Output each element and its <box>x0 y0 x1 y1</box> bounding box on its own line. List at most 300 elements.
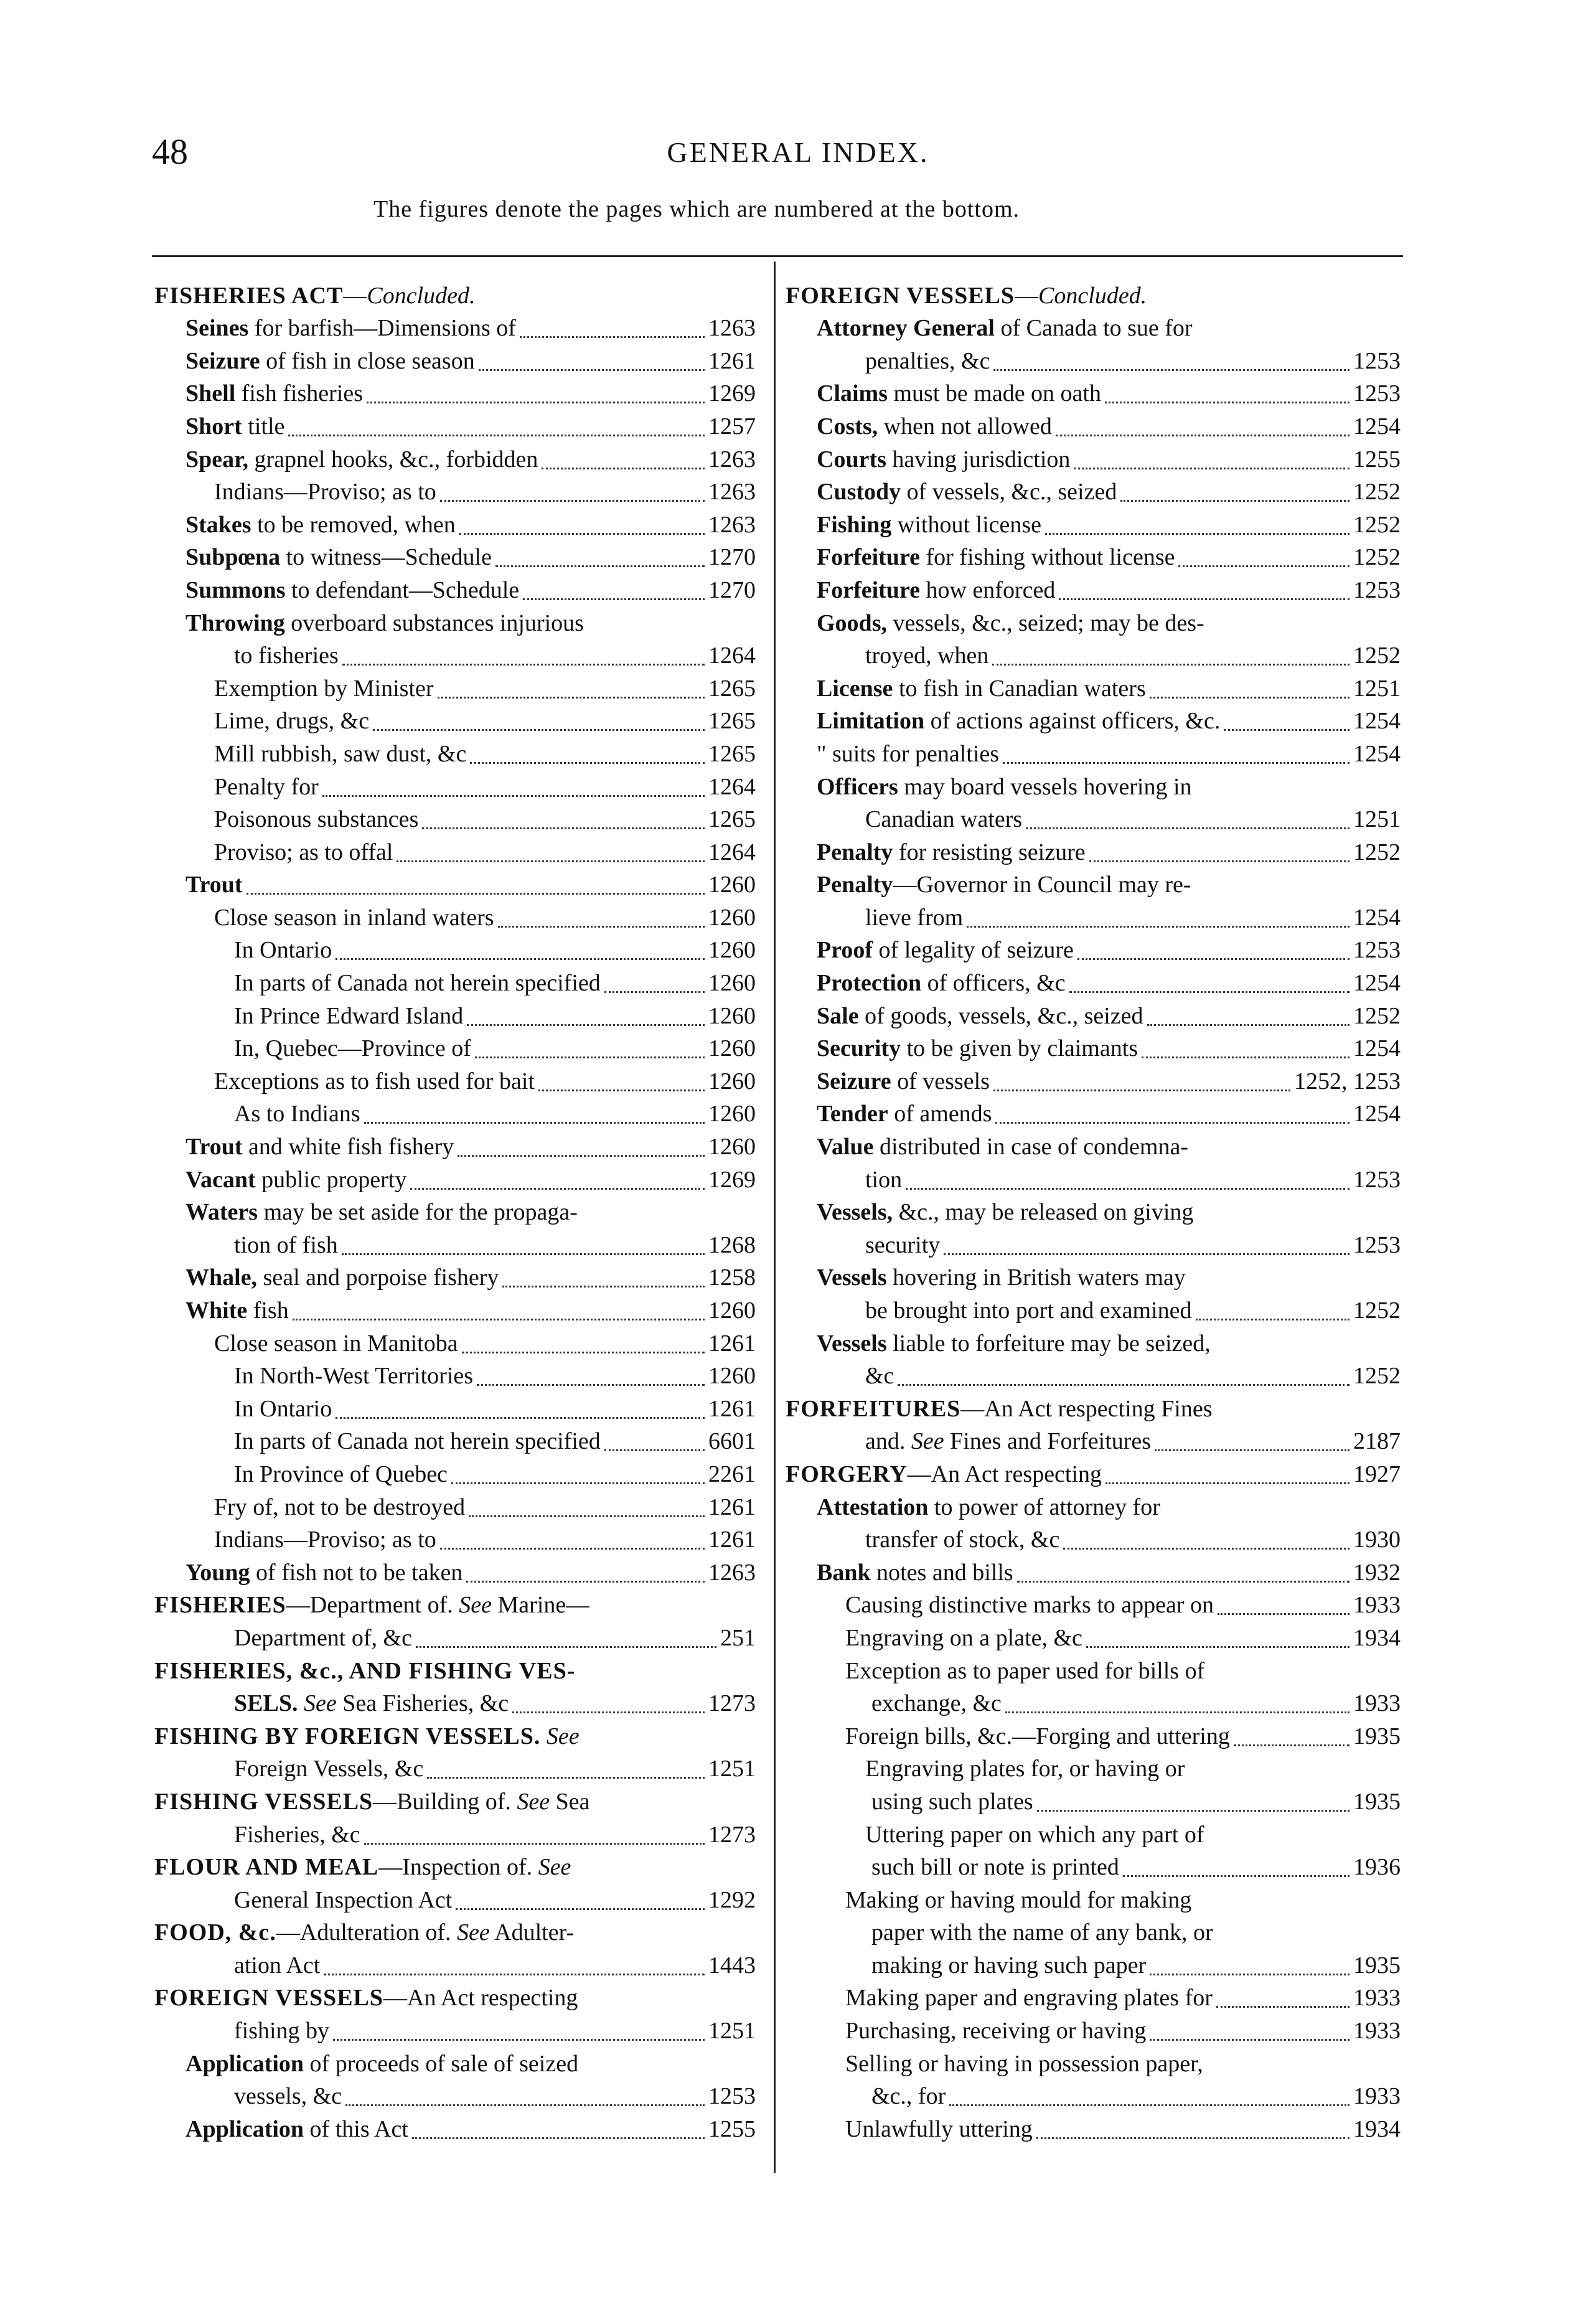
index-entry-page: 1265 <box>708 708 756 735</box>
index-entry <box>786 1392 1401 1425</box>
index-entry-description: Engraving on a plate, &c <box>845 1624 1082 1651</box>
dot-leader <box>470 762 705 764</box>
index-entry <box>154 377 756 410</box>
index-entry <box>154 1261 756 1294</box>
dot-leader <box>288 435 705 436</box>
index-entry-description: &c., for <box>871 2083 946 2110</box>
index-entry-text <box>865 1523 1059 1556</box>
index-entry-text <box>817 476 1117 508</box>
index-entry-text <box>214 705 369 737</box>
dot-leader <box>1036 2137 1350 2139</box>
index-entry <box>786 344 1401 377</box>
dot-leader <box>336 958 705 960</box>
index-entry <box>154 606 756 639</box>
index-entry-text <box>234 639 339 672</box>
index-entry-description: Selling or having in possession paper, <box>845 2050 1203 2077</box>
index-entry-description: fishing by <box>234 2018 330 2045</box>
index-entry-page: 1255 <box>1353 446 1401 473</box>
index-entry <box>786 1556 1401 1589</box>
index-entry-keyword: FOREIGN VESSELS <box>154 1985 384 2012</box>
index-entry-text <box>214 1065 535 1098</box>
index-entry-keyword: White <box>185 1297 248 1324</box>
index-entry-text <box>817 1000 1143 1032</box>
index-entry-text <box>817 1327 1211 1360</box>
index-entry-text <box>817 509 1041 541</box>
index-entry-italic: See <box>459 1592 492 1619</box>
index-entry-keyword: Penalty <box>817 839 893 865</box>
index-entry-description: to fisheries <box>234 642 339 669</box>
index-entry-page: 2187 <box>1353 1428 1401 1455</box>
dot-leader <box>477 1384 705 1386</box>
index-entry <box>154 672 756 705</box>
index-entry-description: Lime, drugs, &c <box>214 708 370 735</box>
index-entry-text <box>865 1229 940 1261</box>
index-entry <box>154 2047 756 2080</box>
dot-leader <box>416 1646 716 1648</box>
dot-leader <box>410 1188 705 1190</box>
index-entry <box>786 1523 1401 1556</box>
index-entry-description: Fry of, not to be destroyed <box>214 1494 466 1520</box>
index-entry-page: 1253 <box>1353 937 1401 964</box>
index-entry-description: distributed in case of condemna- <box>873 1134 1188 1160</box>
index-entry <box>154 1327 756 1360</box>
index-entry-text <box>234 967 601 999</box>
index-entry-text <box>185 443 538 476</box>
index-entry <box>154 2014 756 2047</box>
index-entry-page: 1264 <box>708 839 756 865</box>
index-entry-page: 1933 <box>1353 2083 1401 2110</box>
index-entry-description <box>298 1690 304 1716</box>
index-entry-keyword: FISHERIES, &c., AND FISHING VES- <box>154 1657 576 1684</box>
index-entry-page: 1265 <box>708 675 756 702</box>
index-entry-page: 1255 <box>708 2115 756 2142</box>
index-entry-description: &c <box>865 1363 894 1390</box>
dot-leader <box>373 729 705 731</box>
index-entry <box>154 901 756 934</box>
dot-leader <box>1005 1711 1350 1713</box>
index-entry-text <box>817 1196 1193 1228</box>
index-entry <box>786 1490 1401 1523</box>
index-entry-description: paper with the name of any bank, or <box>871 1919 1213 1946</box>
index-entry-text <box>817 705 1220 737</box>
index-entry-description: of amends <box>888 1101 992 1127</box>
index-entry-description: of fish not to be taken <box>250 1559 463 1586</box>
index-entry-description: Causing distinctive marks to appear on <box>845 1592 1214 1619</box>
index-entry-text <box>845 1589 1214 1621</box>
index-entry-keyword: Vessels <box>817 1330 887 1357</box>
dot-leader <box>459 533 705 535</box>
index-entry <box>154 1785 756 1818</box>
index-entry-keyword: Application <box>185 2050 304 2077</box>
index-entry-keyword: Courts <box>817 446 886 473</box>
dot-leader <box>333 2039 705 2041</box>
index-entry-page: 1264 <box>708 773 756 800</box>
index-entry <box>154 1720 756 1753</box>
index-entry-keyword: Bank <box>817 1559 871 1586</box>
index-entry-keyword: Fishing <box>817 511 892 538</box>
index-entry-page: 1270 <box>708 544 756 571</box>
index-entry <box>786 476 1401 509</box>
index-entry-italic: Concluded. <box>1038 282 1147 309</box>
index-entry-page: 1260 <box>708 1068 756 1094</box>
index-entry <box>786 1785 1401 1818</box>
index-entry-keyword: Vessels, <box>817 1199 893 1226</box>
index-entry-page: 1930 <box>1353 1527 1401 1553</box>
index-entry-text <box>185 1261 499 1294</box>
dot-leader <box>364 1122 705 1124</box>
dot-leader <box>1123 1875 1350 1877</box>
dot-leader <box>604 1449 705 1451</box>
index-entry-text <box>817 771 1192 803</box>
index-entry-description: —An Act respecting <box>383 1985 578 2012</box>
index-entry-description: In Prince Edward Island <box>234 1002 464 1029</box>
index-entry-page: 1933 <box>1353 2018 1401 2045</box>
index-entry <box>786 770 1401 803</box>
index-entry <box>786 1360 1401 1393</box>
index-entry <box>154 934 756 967</box>
index-entry-description: In parts of Canada not herein specified <box>234 970 601 997</box>
dot-leader <box>1003 762 1350 764</box>
index-entry-description: Penalty for <box>214 773 319 800</box>
index-entry-text <box>214 672 434 705</box>
dot-leader <box>1216 2006 1350 2008</box>
dot-leader <box>456 1908 705 1910</box>
index-entry-page: 1260 <box>708 1035 756 1062</box>
index-entry-description: fish <box>247 1297 289 1324</box>
index-entry-page: 1269 <box>708 1166 756 1193</box>
index-entry <box>786 1163 1401 1196</box>
dot-leader <box>1234 1744 1350 1746</box>
index-entry <box>786 1327 1401 1360</box>
index-entry-keyword: Forfeiture <box>817 576 920 603</box>
index-entry-description: —Building of. <box>373 1788 517 1815</box>
index-entry <box>154 1098 756 1131</box>
index-entry-description: be brought into port and examined <box>865 1297 1192 1324</box>
index-entry <box>786 1916 1401 1949</box>
index-entry-description: " suits for penalties <box>817 740 1000 767</box>
index-entry-text <box>845 1720 1230 1753</box>
index-entry <box>786 1457 1401 1490</box>
index-entry-italic: See <box>538 1854 571 1881</box>
index-entry-description: for barfish—Dimensions of <box>248 315 516 342</box>
index-entry-page: 1258 <box>708 1264 756 1291</box>
index-entry-text <box>817 1556 1013 1589</box>
index-entry <box>154 1032 756 1065</box>
index-entry-page: 1270 <box>708 576 756 603</box>
index-entry-text <box>786 280 1147 312</box>
index-entry-page: 1253 <box>1353 380 1401 407</box>
index-entry <box>786 705 1401 738</box>
dot-leader <box>1224 729 1350 731</box>
index-entry-keyword: Seizure <box>185 347 260 374</box>
page-subtitle: The figures denote the pages which are numbered at the bottom. <box>373 196 1020 222</box>
index-entry-text <box>865 345 990 377</box>
index-entry-page: 1254 <box>1353 904 1401 931</box>
index-entry-description: of officers, &c <box>921 970 1066 997</box>
index-entry-text <box>154 1916 574 1949</box>
index-entry-text <box>234 1753 423 1785</box>
index-entry <box>154 1228 756 1261</box>
index-entry-page: 1265 <box>708 806 756 833</box>
index-entry-description: how enforced <box>920 576 1056 603</box>
index-entry-page: 1254 <box>1353 970 1401 997</box>
index-entry-page: 1264 <box>708 642 756 669</box>
index-entry-text <box>214 1327 458 1360</box>
index-entry-page: 1265 <box>708 740 756 767</box>
dot-leader <box>604 991 705 993</box>
index-entry <box>786 934 1401 967</box>
index-entry-text <box>817 312 1193 344</box>
index-entry-text <box>817 1131 1188 1163</box>
index-entry-description: of actions against officers, &c. <box>924 708 1221 735</box>
index-entry-description: seal and porpoise fishery <box>257 1264 499 1291</box>
index-entry-text <box>185 312 516 344</box>
index-entry-text <box>865 803 1022 835</box>
index-entry-description: Engraving plates for, or having or <box>865 1756 1185 1782</box>
index-entry-page: 1252 <box>1353 839 1401 865</box>
index-entry-description: may be set aside for the propaga- <box>258 1199 578 1226</box>
dot-leader <box>422 827 705 829</box>
dot-leader <box>1147 1024 1350 1026</box>
index-entry-text <box>154 1589 589 1621</box>
index-entry-description: vessels, &c., seized; may be des- <box>886 609 1204 636</box>
page-number: 48 <box>152 131 188 172</box>
index-entry-text <box>817 410 1052 443</box>
index-entry <box>786 1261 1401 1294</box>
index-entry-keyword: Short <box>185 413 242 440</box>
index-entry-keyword: Proof <box>817 937 873 964</box>
index-entry-page: 1251 <box>708 1756 756 1782</box>
index-entry-page: 1273 <box>708 1690 756 1717</box>
index-entry-description: ation Act <box>234 1952 321 1979</box>
index-entry <box>786 835 1401 868</box>
index-entry-keyword: Waters <box>185 1199 258 1226</box>
index-entry-page: 1263 <box>708 315 756 342</box>
index-entry <box>154 1589 756 1622</box>
index-entry-description: In Ontario <box>234 937 332 964</box>
index-entry-page: 1260 <box>708 872 756 898</box>
index-entry-text <box>865 1294 1192 1327</box>
index-entry-text <box>185 1196 578 1228</box>
index-entry <box>154 279 756 312</box>
dot-leader <box>495 565 705 567</box>
index-entry <box>154 803 756 836</box>
index-entry-description: such bill or note is printed <box>871 1854 1119 1881</box>
index-entry-keyword: Shell <box>185 380 236 407</box>
index-entry <box>154 1425 756 1458</box>
index-entry-text <box>185 1294 289 1327</box>
index-entry <box>786 1753 1401 1786</box>
index-entry <box>154 312 756 345</box>
index-entry <box>154 1457 756 1490</box>
dot-leader <box>367 402 705 403</box>
index-entry-page: 1253 <box>1353 1231 1401 1258</box>
index-entry-italic: See <box>517 1788 550 1815</box>
index-entry-italic: See <box>457 1919 490 1946</box>
dot-leader <box>992 664 1350 666</box>
index-entry <box>786 1883 1401 1916</box>
index-entry <box>786 1818 1401 1851</box>
dot-leader <box>1105 1482 1350 1484</box>
index-entry-description: Poisonous substances <box>214 806 419 833</box>
index-entry-description: fish fisheries <box>235 380 363 407</box>
index-entry-description: without license <box>891 511 1042 538</box>
index-entry <box>154 2080 756 2113</box>
index-entry-text <box>234 1229 338 1261</box>
index-entry-description: and white fish fishery <box>242 1134 454 1160</box>
dot-leader <box>467 1024 705 1026</box>
dot-leader <box>440 500 705 502</box>
index-entry <box>786 541 1401 574</box>
index-entry <box>786 279 1401 312</box>
index-entry <box>786 1196 1401 1229</box>
index-entry-text <box>234 1000 463 1032</box>
index-entry-text <box>817 1261 1186 1294</box>
index-entry-page: 1257 <box>708 413 756 440</box>
index-entry-description-cont: Sea <box>550 1788 590 1815</box>
index-entry-description: In Province of Quebec <box>234 1461 448 1487</box>
index-entry <box>154 1949 756 1982</box>
index-entry-page: 1936 <box>1353 1854 1401 1881</box>
index-entry-page: 1251 <box>1353 675 1401 702</box>
dot-leader <box>520 336 705 338</box>
index-entry-text <box>185 1164 406 1196</box>
index-entry-text <box>185 410 284 443</box>
index-entry-description: In Ontario <box>234 1395 332 1422</box>
index-entry <box>786 1228 1401 1261</box>
index-entry-text <box>845 1982 1213 2014</box>
index-entry-keyword: Forfeiture <box>817 544 920 571</box>
index-entry-description: of proceeds of sale of seized <box>304 2050 579 2077</box>
index-entry-text <box>154 280 476 312</box>
index-entry-keyword: Young <box>185 1559 250 1586</box>
index-entry-text <box>817 967 1066 999</box>
index-entry-text <box>214 1523 436 1556</box>
index-entry-text <box>214 901 494 934</box>
index-entry-page: 1260 <box>708 1101 756 1127</box>
index-entry-description: tion of fish <box>234 1231 338 1258</box>
index-entry <box>786 1130 1401 1163</box>
index-entry-text <box>234 1949 320 1982</box>
index-entry-description: — <box>343 282 367 309</box>
index-entry-page: 1252 <box>1353 642 1401 669</box>
index-entry-page: 1253 <box>1353 347 1401 374</box>
index-entry-description: troyed, when <box>865 642 989 669</box>
index-entry-text <box>234 1360 473 1392</box>
dot-leader <box>1150 1974 1350 1975</box>
dot-leader <box>397 860 705 862</box>
index-entry-text <box>185 574 519 606</box>
index-entry-description: of Canada to sue for <box>994 315 1193 342</box>
index-entry-description-cont: Sea Fisheries, &c <box>336 1690 509 1717</box>
index-entry-page: 1935 <box>1353 1788 1401 1815</box>
index-entry-keyword: Protection <box>817 970 922 997</box>
index-entry-text <box>817 1032 1138 1065</box>
index-entry <box>786 1294 1401 1327</box>
index-entry-text <box>845 1884 1191 1916</box>
index-entry-text <box>154 1655 575 1687</box>
index-entry-keyword: Limitation <box>817 708 925 735</box>
index-entry-keyword: Vacant <box>185 1166 256 1193</box>
index-entry-page: 1252 <box>1353 511 1401 538</box>
dot-leader <box>427 1777 705 1779</box>
dot-leader <box>466 1581 705 1583</box>
index-entry-description: public property <box>255 1166 407 1193</box>
index-entry-page: 1260 <box>708 1297 756 1324</box>
index-entry-description: Indians—Proviso; as to <box>214 479 436 506</box>
dot-leader <box>1026 827 1350 829</box>
index-entry-description: overboard substances injurious <box>284 609 584 636</box>
index-entry <box>154 541 756 574</box>
index-entry <box>154 705 756 738</box>
index-entry-description: when not allowed <box>878 413 1052 440</box>
dot-leader <box>1105 402 1350 403</box>
index-entry-page: 1252 <box>1353 544 1401 571</box>
index-entry-description: Department of, &c <box>234 1624 412 1651</box>
index-entry-text <box>845 2048 1203 2080</box>
index-entry-page: 1263 <box>708 1559 756 1586</box>
dot-leader <box>1150 697 1350 699</box>
index-entry-description: to be given by claimants <box>901 1035 1138 1062</box>
index-entry-description: to witness—Schedule <box>280 544 492 571</box>
index-entry-description: — <box>1015 282 1039 309</box>
index-entry-keyword: Vessels <box>817 1264 887 1291</box>
index-entry-description: Close season in Manitoba <box>214 1330 458 1357</box>
index-entry-text <box>234 2015 329 2047</box>
dot-leader <box>1120 500 1350 502</box>
index-entry <box>786 1982 1401 2015</box>
index-entry-page: 1260 <box>708 1363 756 1390</box>
index-column-right <box>786 279 1401 2145</box>
index-entry <box>786 443 1401 476</box>
index-entry-description: Fisheries, &c <box>234 1821 360 1848</box>
index-entry-description: Foreign Vessels, &c <box>234 1756 424 1782</box>
dot-leader <box>1063 1548 1350 1550</box>
index-entry-page: 1934 <box>1353 2115 1401 2142</box>
index-entry-page: 6601 <box>708 1428 756 1455</box>
index-entry <box>154 344 756 377</box>
index-entry-page: 251 <box>720 1624 756 1651</box>
index-entry-keyword: Sale <box>817 1002 859 1029</box>
index-entry <box>154 1753 756 1786</box>
index-entry <box>154 2112 756 2145</box>
dot-leader <box>944 1253 1350 1255</box>
dot-leader <box>336 1417 705 1419</box>
index-entry <box>154 1196 756 1229</box>
dot-leader <box>1086 1646 1350 1648</box>
index-entry-italic: See <box>546 1723 580 1749</box>
index-entry-description: transfer of stock, &c <box>865 1527 1060 1553</box>
index-entry-text <box>185 1131 454 1163</box>
index-entry-keyword: FORGERY <box>786 1461 908 1487</box>
index-entry-description: Close season in inland waters <box>214 904 494 931</box>
dot-leader <box>1089 860 1350 862</box>
index-entry-page: 1251 <box>1353 806 1401 833</box>
index-entry-page: 1254 <box>1353 413 1401 440</box>
dot-leader <box>512 1711 705 1713</box>
index-entry <box>154 1621 756 1654</box>
index-entry <box>154 835 756 868</box>
index-entry-page: 1933 <box>1353 1690 1401 1717</box>
index-entry-text <box>185 2048 578 2080</box>
index-entry <box>786 508 1401 541</box>
index-entry <box>786 1098 1401 1131</box>
index-entry-description: —Inspection of. <box>378 1854 538 1881</box>
index-entry-page: 1260 <box>708 904 756 931</box>
index-entry-text <box>871 1851 1119 1883</box>
index-entry-keyword: Goods, <box>817 609 887 636</box>
index-entry-text <box>817 1491 1160 1523</box>
